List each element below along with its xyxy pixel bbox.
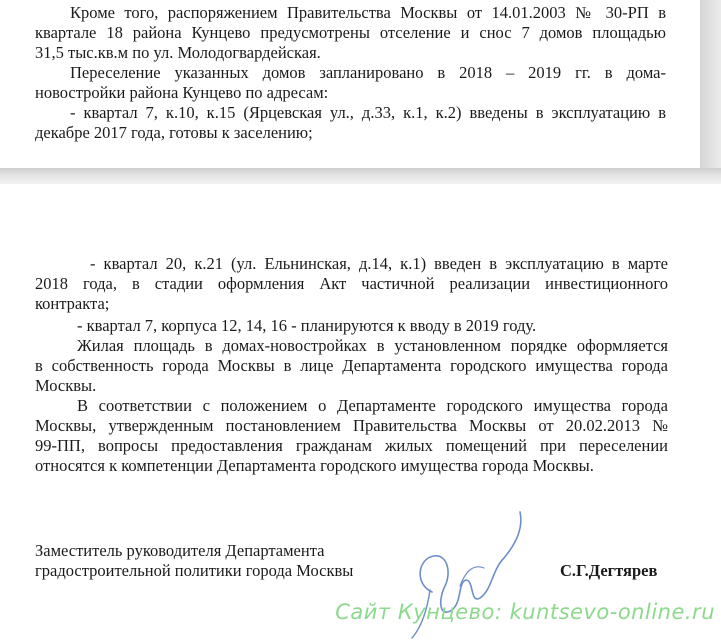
paragraph-line: - квартал 7, корпуса 12, 14, 16 - планируются к вводу в 2019 году.	[77, 316, 537, 335]
paragraph-line: новостройки района Кунцево по адресам:	[35, 83, 329, 102]
signer-name: С.Г.Дегтярев	[560, 561, 658, 580]
paragraph-line: В соответствии с положением о Департаменте городского имущества города	[77, 396, 668, 415]
paragraph-line: Кроме того, распоряжением Правительства Москвы от 14.01.2003 № 30-РП в	[70, 3, 666, 22]
signer-position-line1: Заместитель руководителя Департамента	[35, 541, 325, 560]
paragraph-line: 99-ПП, вопросы предоставления гражданам жилых помещений при переселении	[35, 436, 668, 455]
paragraph-line: Москвы.	[35, 376, 97, 395]
paragraph-line: квартале 18 района Кунцево предусмотрены отселение и снос 7 домов площадью	[35, 23, 666, 42]
paragraph-line: декабре 2017 года, готовы к заселению;	[35, 123, 313, 142]
paragraph-line: относятся к компетенции Департамента городского имущества города Москвы.	[35, 456, 594, 475]
page-separator	[0, 168, 721, 184]
paragraph-line: в собственность города Москвы в лице Департамента городского имущества города	[35, 356, 668, 375]
letter-page-top	[0, 0, 700, 168]
paragraph-line: Переселение указанных домов запланировано в 2018 – 2019 гг. в дома-	[70, 63, 666, 82]
page-edge-shadow	[700, 0, 721, 168]
paragraph-line: Жилая площадь в домах-новостройках в установленном порядке оформляется	[77, 336, 668, 355]
paragraph-line: 2018 года, в стадии оформления Акт частичной реализации инвестиционного	[35, 274, 668, 293]
paragraph-line: контракта;	[35, 294, 110, 313]
paragraph-line: 31,5 тыс.кв.м по ул. Молодогвардейская.	[35, 43, 321, 62]
paragraph-line: - квартал 20, к.21 (ул. Ельнинская, д.14, к.1) введен в эксплуатацию в марте	[90, 254, 668, 273]
site-watermark[interactable]: Сайт Кунцево: kuntsevo-online.ru	[335, 600, 715, 624]
paragraph-line: - квартал 7, к.10, к.15 (Ярцевская ул., д.33, к.1, к.2) введены в эксплуатацию в	[70, 103, 666, 122]
paragraph-line: Москвы, утвержденным постановлением Правительства Москвы от 20.02.2013 №	[35, 416, 668, 435]
signer-position-line2: градостроительной политики города Москвы	[35, 561, 354, 580]
